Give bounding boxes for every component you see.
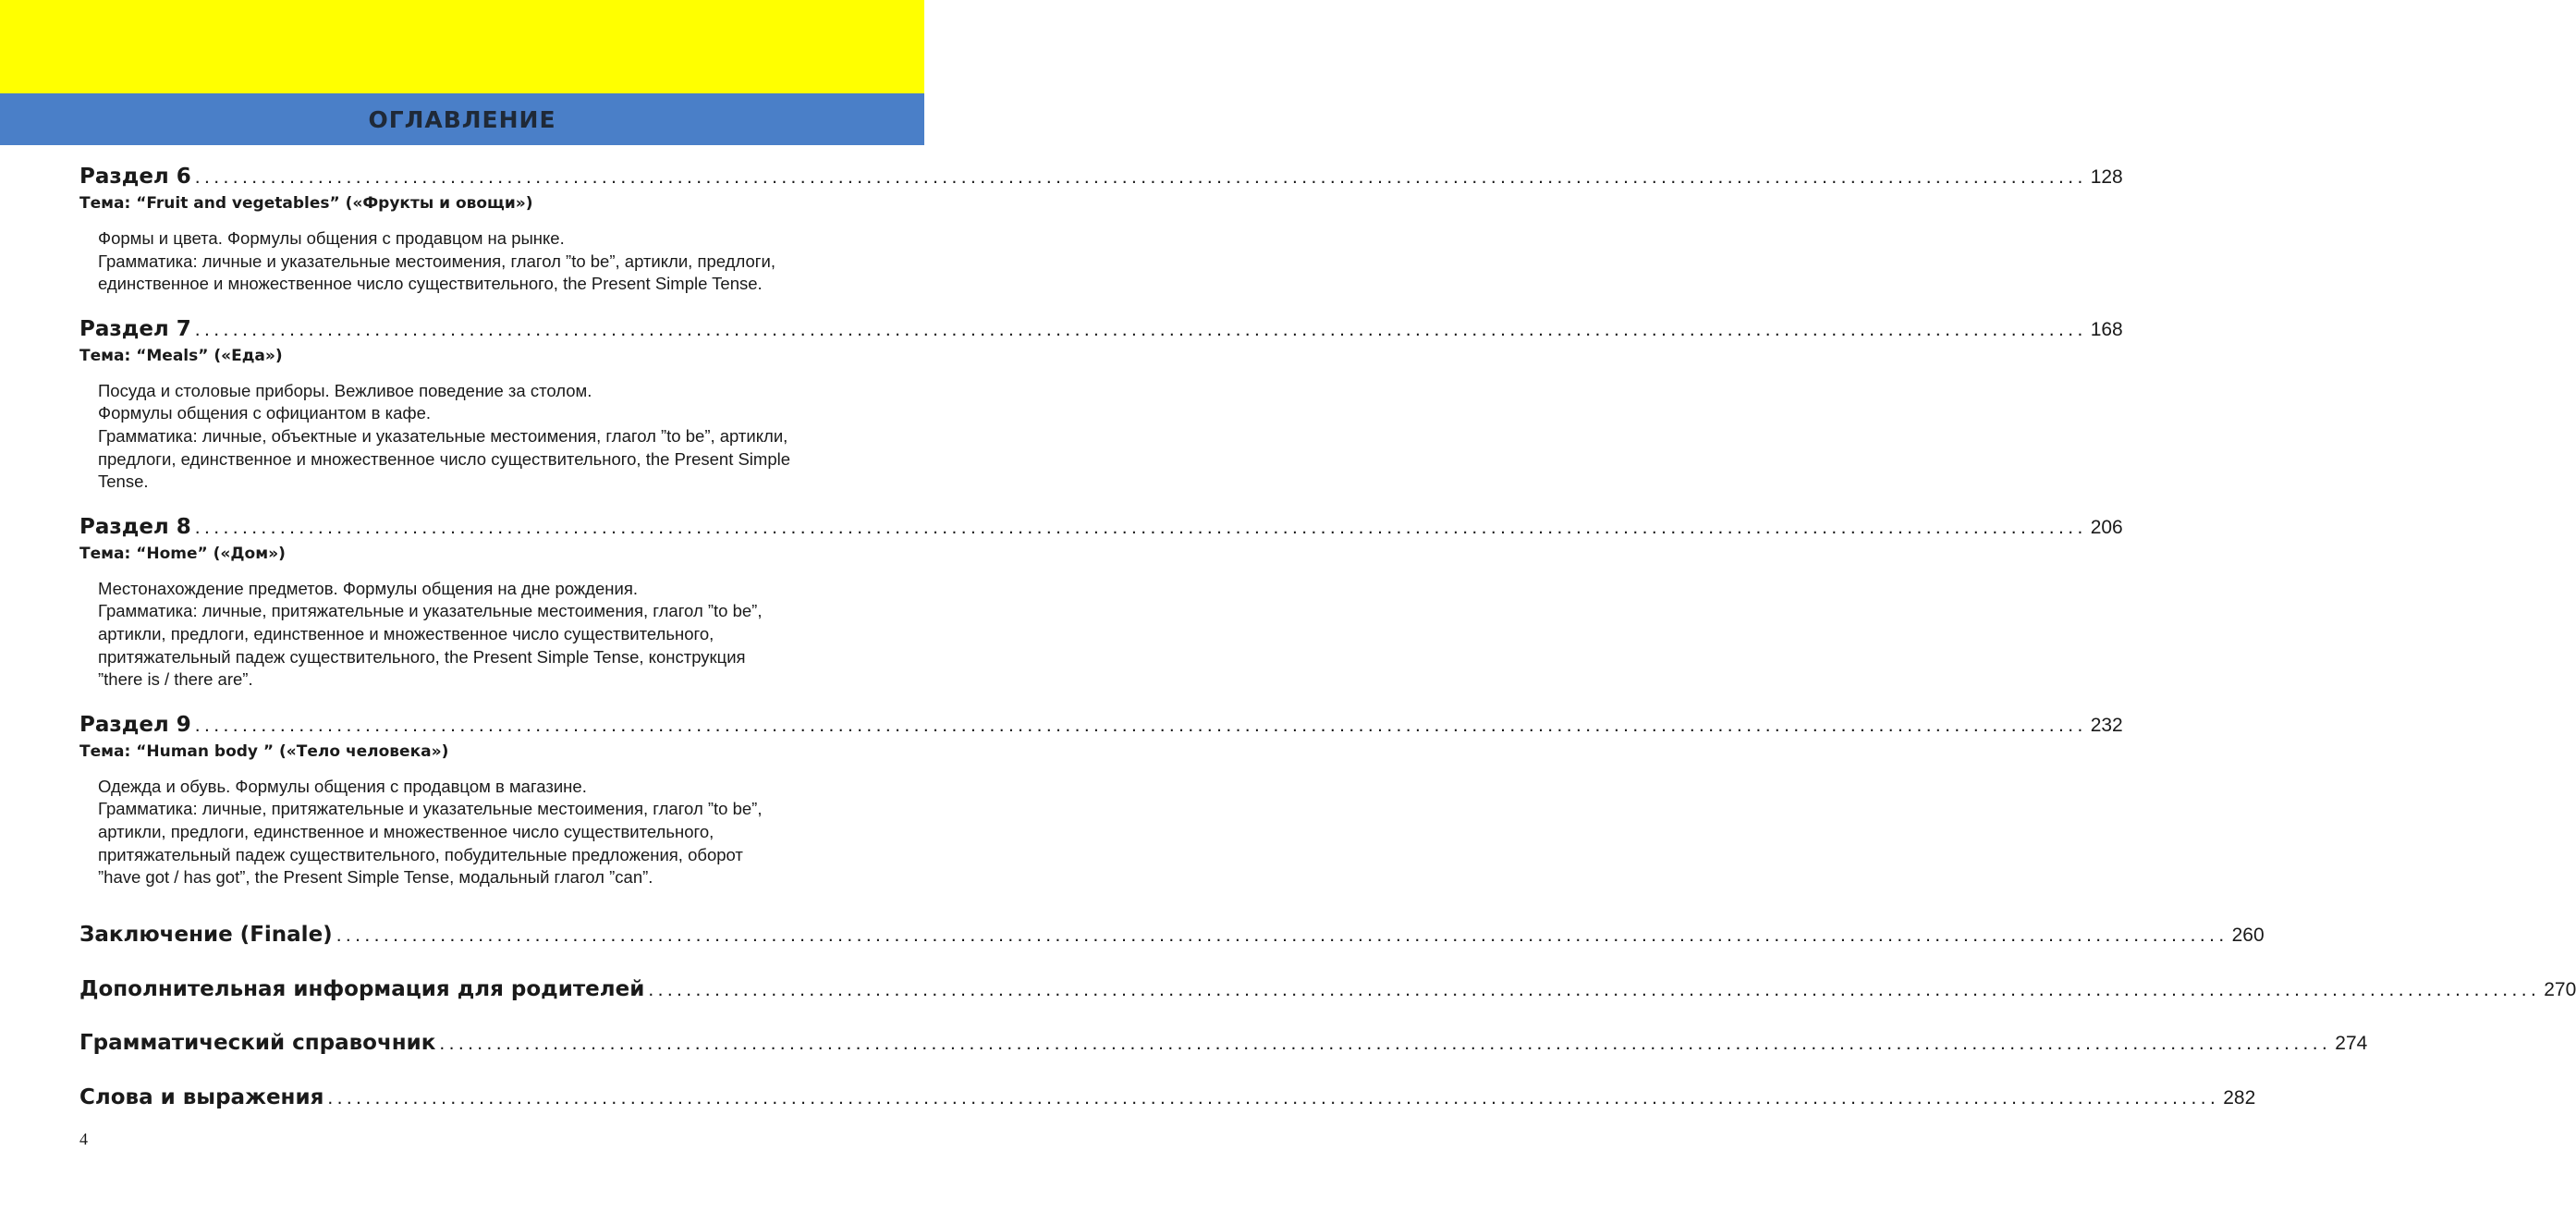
toc-entry-finale[interactable]	[79, 923, 2265, 947]
page-number: 270	[2544, 979, 2576, 1000]
section-description	[98, 380, 850, 494]
description-line: притяжательный падеж существительного, the Present Simple Tense, конструкция	[98, 646, 746, 667]
toc-entry-line[interactable]	[79, 712, 2123, 737]
page-number: 128	[2090, 166, 2123, 188]
entry-title: Заключение (Finale)	[79, 923, 333, 947]
description-line: единственное и множественное число существительного, the Present Simple Tense.	[98, 274, 763, 294]
toc-section	[79, 165, 2123, 296]
entry-title: Слова и выражения	[79, 1085, 324, 1109]
description-line: Грамматика: личные и указательные местоимения, глагол ”to be”, артикли, предлоги,	[98, 251, 775, 271]
toc-entry-line[interactable]	[79, 514, 2123, 539]
description-line: Местонахождение предметов. Формулы общения на дне рождения.	[98, 578, 638, 598]
footer-page-number: 4	[79, 1130, 88, 1148]
section-description	[98, 227, 850, 296]
section-description	[98, 776, 850, 889]
toc-section	[79, 316, 2123, 494]
leader-dots: ........................................................................................................................................................................................................	[439, 1033, 2332, 1054]
description-line: Грамматика: личные, притяжательные и указательные местоимения, глагол ”to be”,	[98, 601, 763, 621]
toc-header	[0, 93, 924, 145]
leader-dots: ........................................................................................................................................................................................................	[648, 979, 2541, 1000]
description-line: Грамматика: личные, притяжательные и указательные местоимения, глагол ”to be”,	[98, 799, 763, 819]
description-line: притяжательный падеж существительного, побудительные предложения, оборот	[98, 844, 743, 864]
page-number: 274	[2335, 1033, 2368, 1054]
description-line: артикли, предлоги, единственное и множественное число существительного,	[98, 821, 714, 841]
leader-dots: ........................................................................................................................................................................................................	[327, 1087, 2220, 1109]
page-number: 168	[2090, 318, 2123, 340]
description-line: артикли, предлоги, единственное и множественное число существительного,	[98, 623, 714, 643]
section-title: Раздел 9	[79, 712, 191, 737]
section-theme: Тема: “Meals” («Еда»)	[79, 346, 283, 365]
leader-dots: ........................................................................................................................................................................................................	[194, 166, 2087, 188]
top-color-band	[0, 0, 924, 93]
page-number: 282	[2223, 1087, 2256, 1109]
description-line: ”have got / has got”, the Present Simple Tense, модальный глагол ”can”.	[98, 867, 653, 888]
description-line: ”there is / there are”.	[98, 669, 253, 690]
leader-dots: ........................................................................................................................................................................................................	[336, 925, 2228, 946]
section-theme: Тема: “Fruit and vegetables” («Фрукты и овощи»)	[79, 194, 533, 213]
toc-entry-vocabulary[interactable]	[79, 1085, 2256, 1109]
entry-title: Дополнительная информация для родителей	[79, 977, 645, 1001]
leader-dots: ........................................................................................................................................................................................................	[194, 318, 2087, 340]
description-line: Посуда и столовые приборы. Вежливое поведение за столом.	[98, 380, 592, 400]
toc-entry-line[interactable]	[79, 316, 2123, 341]
description-line: Формулы общения с официантом в кафе.	[98, 403, 432, 423]
description-line: Tense.	[98, 472, 149, 492]
description-line: предлоги, единственное и множественное число существительного, the Present Simple	[98, 448, 791, 469]
toc-entry-parents[interactable]	[79, 977, 2576, 1001]
page-number: 206	[2090, 516, 2123, 538]
description-line: Грамматика: личные, объектные и указательные местоимения, глагол ”to be”, артикли,	[98, 425, 788, 446]
section-theme: Тема: “Home” («Дом»)	[79, 544, 286, 563]
description-line: Одежда и обувь. Формулы общения с продавцом в магазине.	[98, 776, 587, 796]
toc-entry-line[interactable]	[79, 165, 2123, 189]
toc-section	[79, 514, 2123, 692]
table-of-contents	[79, 165, 2123, 889]
section-title: Раздел 7	[79, 316, 191, 341]
page-number: 260	[2231, 925, 2265, 946]
section-theme: Тема: “Human body ” («Тело человека»)	[79, 741, 449, 761]
leader-dots: ........................................................................................................................................................................................................	[194, 714, 2087, 736]
description-line: Формы и цвета. Формулы общения с продавцом на рынке.	[98, 228, 565, 248]
toc-section	[79, 712, 2123, 889]
section-title: Раздел 6	[79, 165, 191, 189]
toc-entry-grammar[interactable]	[79, 1031, 2368, 1055]
section-title: Раздел 8	[79, 514, 191, 539]
section-description	[98, 578, 850, 692]
leader-dots: ........................................................................................................................................................................................................	[194, 516, 2087, 538]
page-title: ОГЛАВЛЕНИЕ	[368, 105, 556, 133]
page-number: 232	[2090, 714, 2123, 736]
entry-title: Грамматический справочник	[79, 1031, 436, 1055]
